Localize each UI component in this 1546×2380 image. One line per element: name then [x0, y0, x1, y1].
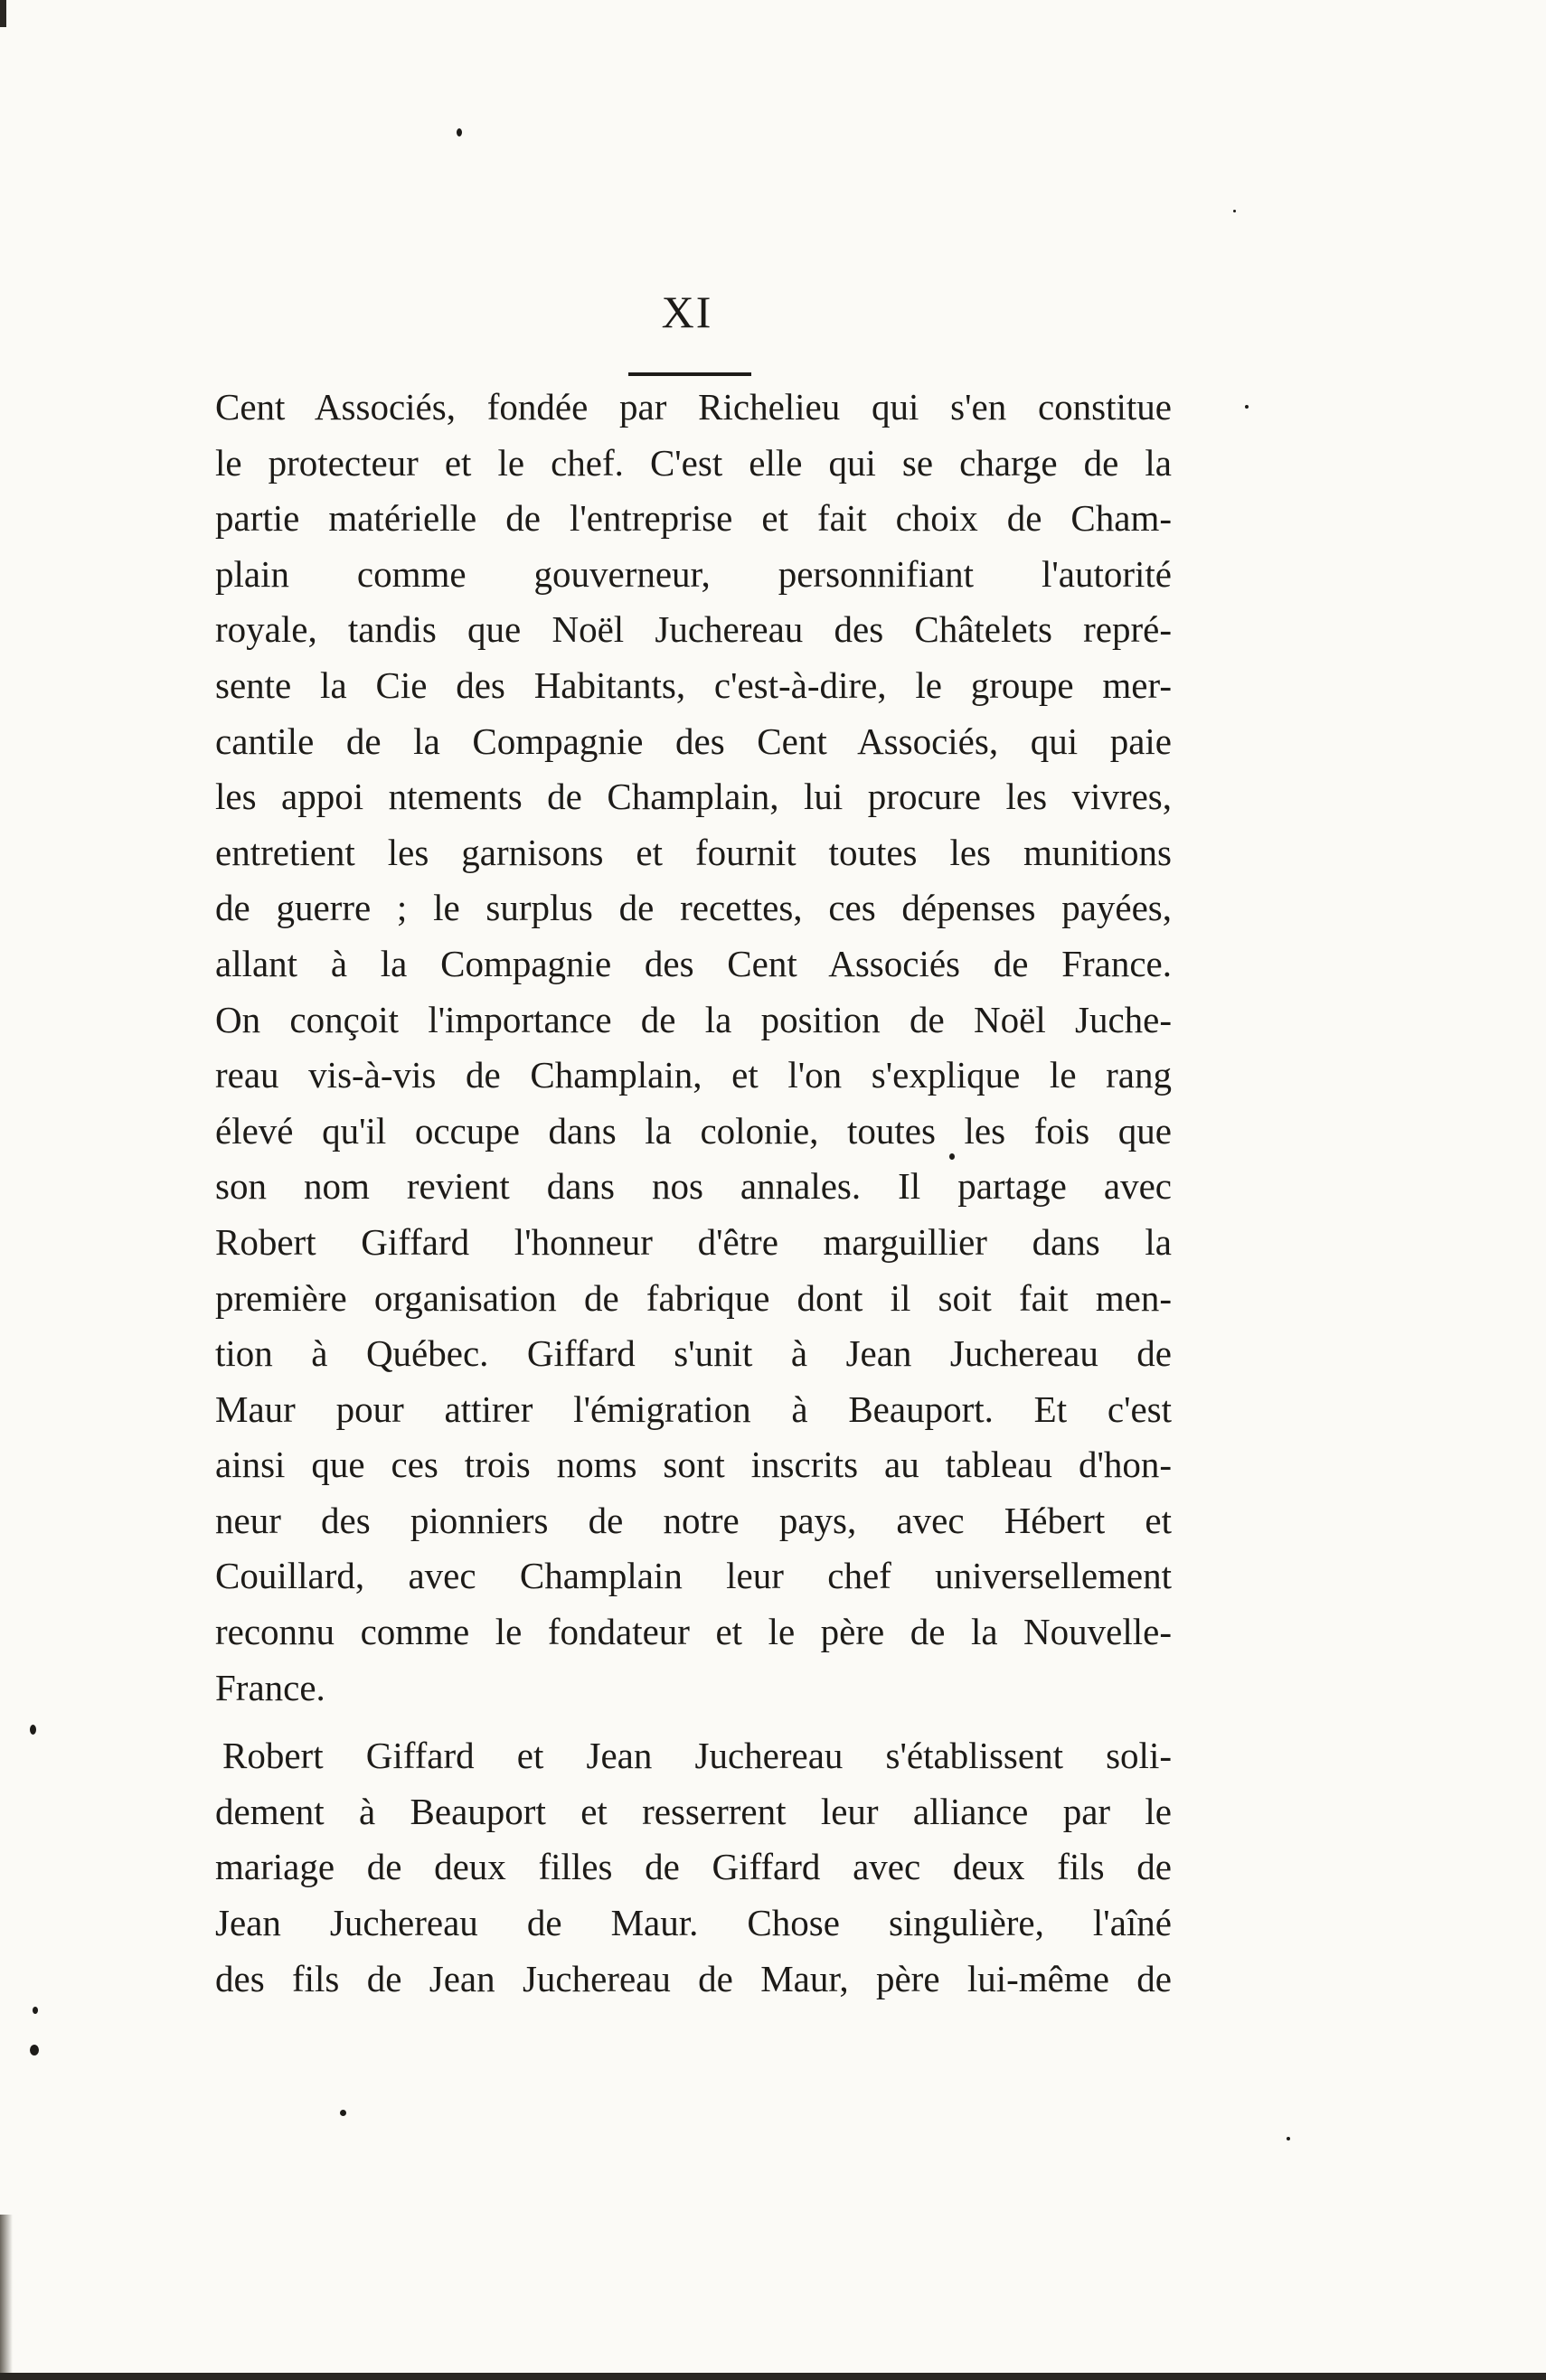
text-line: allant à la Compagnie des Cent Associés de France. — [215, 942, 1172, 984]
text-line: tion à Québec. Giffard s'unit à Jean Juchereau de — [215, 1332, 1172, 1375]
text-line: royale, tandis que Noël Juchereau des Châtelets repré- — [215, 608, 1172, 651]
ink-speck — [457, 128, 462, 136]
paragraph-1 — [215, 380, 1172, 1716]
text-line: neur des pionniers de notre pays, avec Hébert et — [215, 1499, 1172, 1541]
scan-edge-top-left — [0, 0, 6, 27]
body-text — [215, 380, 1172, 2007]
text-line: France. — [215, 1666, 325, 1708]
text-line: dement à Beauport et resserrent leur alliance par le — [215, 1790, 1172, 1832]
text-line: Robert Giffard l'honneur d'être marguillier dans la — [215, 1220, 1172, 1263]
text-line: des fils de Jean Juchereau de Maur, père lui-même de — [215, 1957, 1172, 1999]
text-line: Jean Juchereau de Maur. Chose singulière, l'aîné — [215, 1902, 1172, 1944]
scan-edge-margin — [0, 2215, 13, 2373]
text-line: Cent Associés, fondée par Richelieu qui s'en constitue — [215, 386, 1172, 428]
text-line: son nom revient dans nos annales. Il partage avec — [215, 1165, 1172, 1208]
text-line: les appoi ntements de Champlain, lui procure les vivres, — [215, 776, 1172, 818]
text-line: cantile de la Compagnie des Cent Associés, qui paie — [215, 720, 1172, 762]
ink-speck — [30, 1725, 36, 1735]
paragraph-2 — [215, 1728, 1172, 2007]
header-rule — [628, 372, 751, 376]
text-line: On conçoit l'importance de la position de Noël Juche- — [215, 998, 1172, 1040]
text-line: sente la Cie des Habitants, c'est-à-dire, le groupe mer- — [215, 663, 1172, 706]
text-line: reau vis-à-vis de Champlain, et l'on s'explique le rang — [215, 1054, 1172, 1096]
scan-edge-bottom — [0, 2373, 1546, 2380]
ink-speck — [1287, 2137, 1290, 2140]
ink-speck — [30, 2045, 39, 2055]
page-number: XI — [661, 287, 713, 337]
ink-speck — [340, 2110, 346, 2116]
paragraph-gap — [215, 1716, 1172, 1728]
text-line: mariage de deux filles de Giffard avec deux fils de — [215, 1846, 1172, 1888]
text-line: Robert Giffard et Jean Juchereau s'établissent soli- — [222, 1735, 1172, 1777]
text-line: ainsi que ces trois noms sont inscrits au tableau d'hon- — [215, 1444, 1172, 1486]
text-line: le protecteur et le chef. C'est elle qui se charge de la — [215, 441, 1172, 484]
text-line: Couillard, avec Champlain leur chef universellement — [215, 1555, 1172, 1597]
text-line: plain comme gouverneur, personnifiant l'autorité — [215, 552, 1172, 595]
text-line: élevé qu'il occupe dans la colonie, toutes les fois que — [215, 1109, 1172, 1152]
ink-speck — [33, 2007, 38, 2014]
text-line: de guerre ; le surplus de recettes, ces dépenses payées, — [215, 887, 1172, 929]
text-line: première organisation de fabrique dont il soit fait men- — [215, 1276, 1172, 1319]
text-line: entretient les garnisons et fournit toutes les munitions — [215, 831, 1172, 873]
text-line: partie matérielle de l'entreprise et fait choix de Cham- — [215, 497, 1172, 540]
ink-speck — [1233, 210, 1236, 212]
text-line: reconnu comme le fondateur et le père de la Nouvelle- — [215, 1611, 1172, 1653]
ink-speck — [1245, 405, 1249, 409]
text-line: Maur pour attirer l'émigration à Beauport. Et c'est — [215, 1388, 1172, 1430]
